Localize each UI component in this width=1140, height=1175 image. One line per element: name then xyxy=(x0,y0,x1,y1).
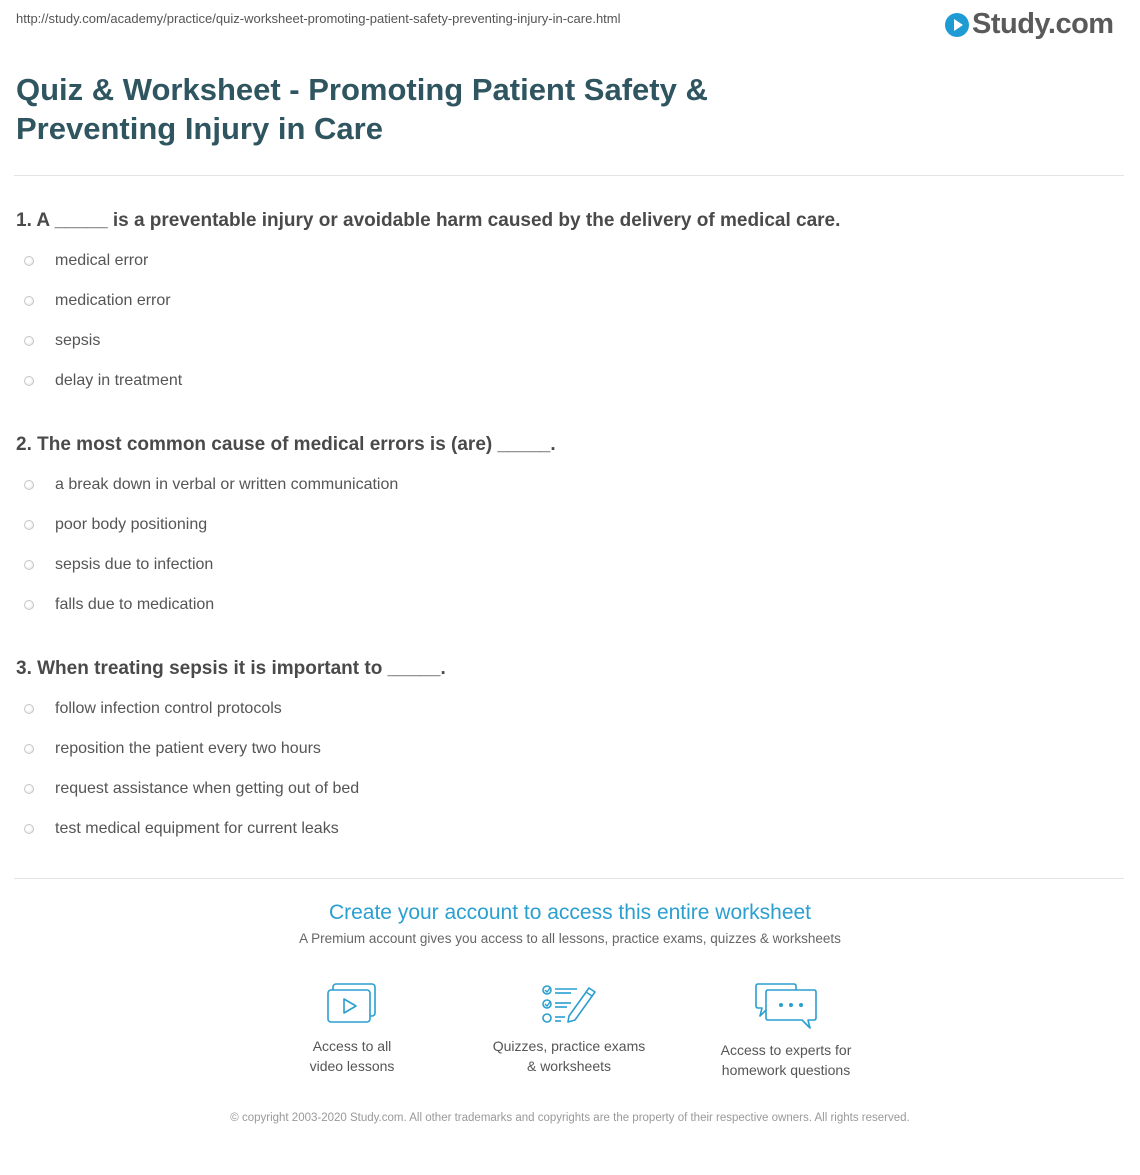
radio-button[interactable] xyxy=(24,256,34,266)
feature-experts xyxy=(686,982,886,1080)
answer-label: follow infection control protocols xyxy=(55,700,282,717)
answer-label: medication error xyxy=(55,292,171,309)
radio-button[interactable] xyxy=(24,296,34,306)
answer-option[interactable] xyxy=(16,505,1116,545)
answer-label: falls due to medication xyxy=(55,596,215,613)
answer-option[interactable] xyxy=(16,729,1116,769)
radio-button[interactable] xyxy=(24,480,34,490)
logo-text: Study.com xyxy=(972,8,1114,40)
answer-option[interactable] xyxy=(16,321,1116,361)
feature-label: Quizzes, practice exams & worksheets xyxy=(492,1038,646,1074)
answer-option[interactable] xyxy=(16,361,1116,401)
answer-option[interactable] xyxy=(16,465,1116,505)
question-text: 1. A _____ is a preventable injury or avoidable harm caused by the delivery of medical care. xyxy=(16,210,841,231)
radio-button[interactable] xyxy=(24,600,34,610)
answer-options xyxy=(16,465,1116,625)
question-2 xyxy=(16,433,1116,625)
radio-button[interactable] xyxy=(24,560,34,570)
feature-label: Access to all video lessons xyxy=(309,1038,395,1074)
study-logo[interactable] xyxy=(945,8,1114,41)
radio-button[interactable] xyxy=(24,704,34,714)
answer-label: delay in treatment xyxy=(55,372,183,389)
answer-label: test medical equipment for current leaks xyxy=(55,820,339,837)
quiz-list-icon xyxy=(541,982,597,1026)
answer-options xyxy=(16,241,1116,401)
question-3 xyxy=(16,657,1116,849)
answer-option[interactable] xyxy=(16,585,1116,625)
play-circle-icon xyxy=(945,13,969,37)
radio-button[interactable] xyxy=(24,376,34,386)
page-url: http://study.com/academy/practice/quiz-worksheet-promoting-patient-safety-preventing-injury-in-care.html xyxy=(16,11,621,26)
answer-option[interactable] xyxy=(16,809,1116,849)
answer-option[interactable] xyxy=(16,241,1116,281)
question-text: 3. When treating sepsis it is important to _____. xyxy=(16,658,446,679)
divider xyxy=(14,175,1124,176)
answer-options xyxy=(16,689,1116,849)
answer-label: medical error xyxy=(55,252,149,269)
answer-label: sepsis due to infection xyxy=(55,556,214,573)
answer-option[interactable] xyxy=(16,281,1116,321)
radio-button[interactable] xyxy=(24,824,34,834)
feature-video-lessons xyxy=(252,982,452,1076)
radio-button[interactable] xyxy=(24,744,34,754)
divider xyxy=(14,878,1124,879)
radio-button[interactable] xyxy=(24,336,34,346)
answer-label: reposition the patient every two hours xyxy=(55,740,321,757)
create-account-link[interactable]: Create your account to access this entire worksheet xyxy=(328,901,812,924)
video-lesson-icon xyxy=(326,982,378,1026)
question-1 xyxy=(16,209,1116,401)
answer-option[interactable] xyxy=(16,689,1116,729)
question-text: 2. The most common cause of medical errors is (are) _____. xyxy=(16,434,556,455)
radio-button[interactable] xyxy=(24,520,34,530)
page-title: Quiz & Worksheet - Promoting Patient Safety & Preventing Injury in Care xyxy=(16,72,708,146)
answer-option[interactable] xyxy=(16,769,1116,809)
answer-option[interactable] xyxy=(16,545,1116,585)
feature-quizzes xyxy=(469,982,669,1076)
answer-label: a break down in verbal or written communication xyxy=(55,476,399,493)
chat-bubbles-icon xyxy=(754,982,818,1030)
answer-label: request assistance when getting out of bed xyxy=(55,780,360,797)
copyright-notice: © copyright 2003-2020 Study.com. All other trademarks and copyrights are the property of their respective owners. All rights reserved. xyxy=(230,1112,910,1124)
feature-label: Access to experts for homework questions xyxy=(720,1042,852,1078)
answer-label: poor body positioning xyxy=(55,516,208,533)
answer-label: sepsis xyxy=(55,332,101,349)
radio-button[interactable] xyxy=(24,784,34,794)
premium-description: A Premium account gives you access to all lessons, practice exams, quizzes & worksheets xyxy=(299,931,841,946)
